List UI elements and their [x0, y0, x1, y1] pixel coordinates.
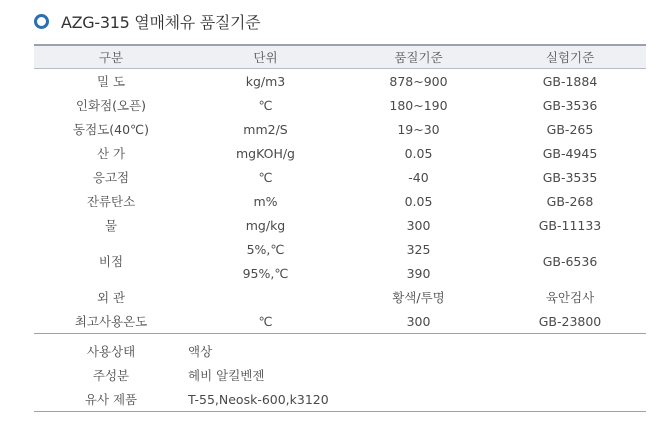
row-method: GB-1884: [542, 73, 598, 89]
header-unit: 단위: [188, 45, 343, 69]
row-spec: 19~30: [397, 121, 440, 137]
row-spec: 300: [343, 309, 494, 334]
info-value: 헤비 알킬벤젠: [188, 368, 265, 383]
row-spec: 0.05: [404, 145, 433, 161]
row-method: GB-4945: [542, 145, 598, 161]
info-row: [34, 363, 646, 387]
row-item: 동점도(40℃): [73, 122, 149, 137]
row-item: 응고점: [92, 170, 130, 185]
row-spec: 황색/투명: [392, 290, 445, 305]
table-row: [34, 213, 646, 237]
row-method: GB-23800: [494, 309, 646, 334]
bullet-icon: [34, 14, 49, 29]
row-spec: 0.05: [404, 193, 433, 209]
row-unit: mgKOH/g: [235, 145, 295, 161]
row-method: GB-3536: [542, 97, 598, 113]
row-unit: ℃: [188, 309, 343, 334]
product-info-table: [34, 339, 646, 412]
page-title: AZG-315 열매체유 품질기준: [61, 12, 261, 32]
row-spec: 878~900: [389, 73, 448, 89]
row-unit: [188, 285, 343, 309]
row-item: 밀 도: [96, 74, 126, 89]
table-row: [34, 141, 646, 165]
row-unit: mm2/S: [243, 121, 288, 137]
info-row: [34, 339, 646, 363]
row-spec: 325: [406, 241, 431, 257]
row-unit: m%: [253, 193, 278, 209]
row-unit: ℃: [258, 97, 273, 113]
table-row: [34, 189, 646, 213]
table-header-row: [34, 45, 646, 69]
table-row: [34, 69, 646, 94]
row-spec: 390: [406, 265, 431, 281]
header-method: 실험기준: [494, 45, 646, 69]
row-unit: 95%,℃: [242, 265, 289, 281]
row-unit: kg/m3: [245, 73, 286, 89]
row-item: 인화점(오픈): [75, 98, 147, 113]
info-value: T-55,Neosk-600,k3120: [188, 387, 646, 412]
row-item: 물: [104, 218, 118, 233]
info-label: 주성분: [92, 368, 130, 383]
row-item: 최고사용온도: [34, 309, 188, 334]
row-spec: 300: [406, 217, 431, 233]
info-value: 액상: [188, 344, 213, 359]
row-unit: mg/kg: [245, 217, 286, 233]
info-row: [34, 387, 646, 412]
row-method: GB-268: [546, 193, 594, 209]
row-item: 비점: [98, 254, 124, 269]
table-row: [34, 285, 646, 309]
table-row: [34, 309, 646, 334]
row-spec: -40: [408, 169, 429, 185]
table-row: [34, 93, 646, 117]
row-unit: ℃: [258, 169, 273, 185]
row-method: GB-265: [546, 121, 594, 137]
table-row: [34, 165, 646, 189]
title-row: [34, 6, 260, 36]
row-method: GB-3535: [542, 169, 598, 185]
header-spec: 품질기준: [343, 45, 494, 69]
row-item: 산 가: [96, 146, 126, 161]
info-label: 유사 제품: [34, 387, 188, 412]
row-spec: 180~190: [389, 97, 448, 113]
row-unit: 5%,℃: [246, 241, 285, 257]
row-method: 육안검사: [545, 290, 595, 305]
table-row-boiling-point: [34, 237, 646, 261]
row-item: 잔류탄소: [86, 194, 136, 209]
table-row: [34, 117, 646, 141]
info-label: 사용상태: [86, 344, 136, 359]
row-item: 외 관: [96, 290, 126, 305]
quality-spec-table: [34, 44, 646, 334]
row-method: GB-11133: [538, 217, 602, 233]
row-method: GB-6536: [542, 253, 598, 269]
header-category: 구분: [34, 45, 188, 69]
